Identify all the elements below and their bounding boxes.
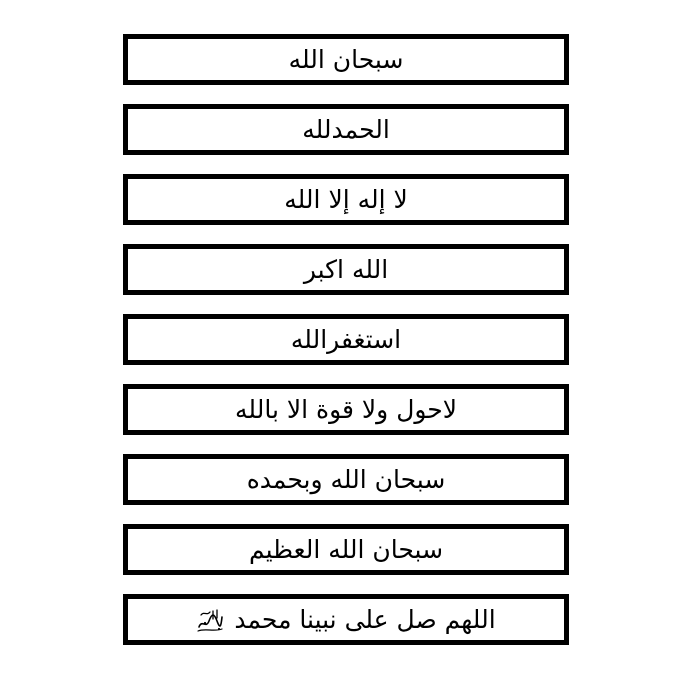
dhikr-box-3 [123, 174, 569, 225]
dhikr-text: اللهم صل على نبينا محمد [234, 605, 496, 634]
dhikr-text: لاحول ولا قوة الا بالله [235, 395, 457, 424]
dhikr-box-9 [123, 594, 569, 645]
dhikr-box-6 [123, 384, 569, 435]
salawat-seal [196, 607, 224, 633]
dhikr-text: لا إله إلا الله [284, 185, 408, 214]
dhikr-text: استغفرالله [290, 325, 402, 354]
dhikr-box-5 [123, 314, 569, 365]
dhikr-text: سبحان الله [288, 45, 404, 74]
dhikr-text: سبحان الله العظيم [248, 535, 444, 564]
dhikr-text: سبحان الله وبحمده [246, 465, 446, 494]
dhikr-box-4 [123, 244, 569, 295]
dhikr-box-7 [123, 454, 569, 505]
dhikr-box-2 [123, 104, 569, 155]
dhikr-box-1 [123, 34, 569, 85]
dhikr-text: الله اكبر [303, 255, 389, 284]
dhikr-box-8 [123, 524, 569, 575]
dhikr-text: الحمدلله [302, 115, 390, 144]
salawat-calligraphy-icon [196, 607, 224, 633]
dhikr-list [123, 34, 569, 645]
